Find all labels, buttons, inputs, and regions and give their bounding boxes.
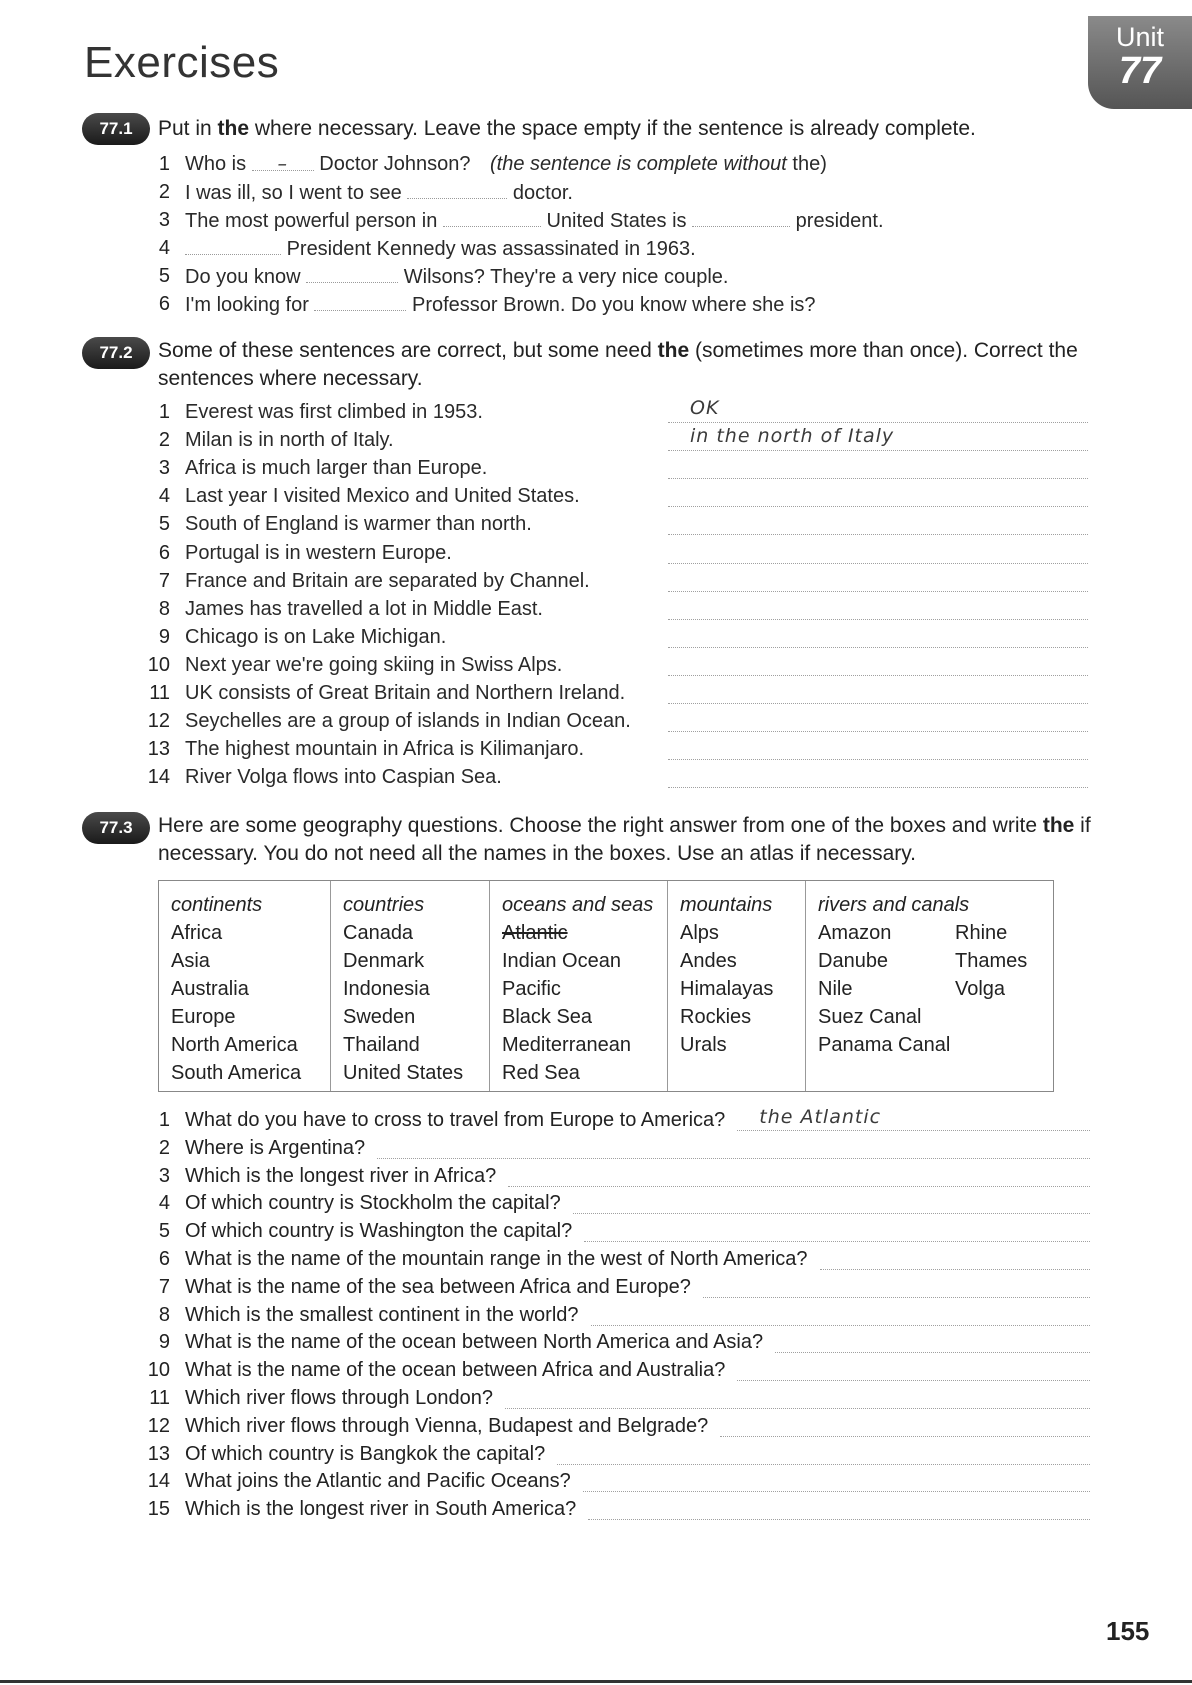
box-word: Africa: [171, 922, 223, 944]
item-number: 9: [158, 626, 170, 648]
exercise-badge-77-1: 77.1: [82, 113, 150, 145]
item-number: 13: [147, 1443, 170, 1465]
item-number: 15: [147, 1498, 170, 1520]
question-row: [185, 1384, 1090, 1412]
question-text: What do you have to cross to travel from Europe to America?: [185, 1109, 726, 1131]
question-row: [185, 1217, 1090, 1245]
item-text: Wilsons? They're a very nice couple.: [403, 266, 729, 288]
answer-field[interactable]: the Atlantic: [737, 1106, 1090, 1131]
sentence-text: UK consists of Great Britain and Northern Ireland.: [185, 682, 626, 704]
box-word: Rockies: [680, 1006, 752, 1028]
blank-field[interactable]: [692, 206, 790, 227]
item-text: I was ill, so I went to see: [185, 182, 402, 204]
unit-tab: [1088, 16, 1192, 109]
page-title: Exercises: [84, 38, 280, 87]
sentence-text: France and Britain are separated by Channel.: [185, 570, 590, 592]
question-row: [185, 1273, 1090, 1301]
box-word: Rhine: [955, 922, 1008, 944]
box-word: United States: [343, 1062, 464, 1084]
column-heading: continents: [171, 894, 263, 916]
item-text: doctor.: [512, 182, 573, 204]
item-number: 4: [158, 1192, 170, 1214]
box-column-continents: [159, 881, 331, 1091]
column-items: [680, 919, 793, 1059]
question-row: [185, 1301, 1090, 1329]
instruction-text: Put in: [158, 117, 218, 140]
exercise-badge-77-3: 77.3: [82, 812, 150, 844]
box-word: Canada: [343, 922, 414, 944]
exercise-item: [185, 234, 696, 262]
question-row: [185, 1495, 1090, 1523]
question-row: [185, 1162, 1090, 1190]
question-text: What is the name of the ocean between North America and Asia?: [185, 1331, 764, 1353]
question-text: Which river flows through Vienna, Budapest and Belgrade?: [185, 1415, 709, 1437]
box-column-rivers: [806, 881, 1051, 1091]
item-number: 13: [147, 738, 170, 760]
answer-field[interactable]: [583, 1467, 1090, 1492]
answer-field[interactable]: [591, 1301, 1090, 1326]
box-word: Indian Ocean: [502, 950, 621, 972]
box-word: Panama Canal: [818, 1034, 951, 1056]
exercise-77-1-instruction: [158, 115, 1098, 143]
instruction-text: where necessary. Leave the space empty if the sentence is already complete.: [249, 117, 976, 140]
item-text: Do you know: [185, 266, 301, 288]
answer-field[interactable]: [775, 1328, 1090, 1353]
answer-field[interactable]: [668, 453, 1088, 479]
column-items: [818, 919, 955, 1059]
item-text: President Kennedy was assassinated in 1963.: [286, 238, 696, 260]
box-word: Asia: [171, 950, 210, 972]
exercise-77-2-instruction: [158, 337, 1098, 393]
question-text: Of which country is Bangkok the capital?: [185, 1443, 546, 1465]
item-number: 5: [158, 513, 170, 535]
item-text: Doctor Johnson?: [319, 153, 471, 175]
item-number: 7: [158, 570, 170, 592]
item-number: 2: [158, 181, 170, 203]
box-word: Europe: [171, 1006, 236, 1028]
column-items: [343, 919, 477, 1087]
question-row: [185, 1245, 1090, 1273]
exercise-77-3-instruction: [158, 812, 1098, 868]
question-row: [185, 1328, 1090, 1356]
box-word: Thames: [955, 950, 1028, 972]
answer-field[interactable]: [668, 734, 1088, 760]
answer-field[interactable]: [668, 622, 1088, 648]
box-word: Suez Canal: [818, 1006, 922, 1028]
item-number: 4: [158, 485, 170, 507]
item-number: 9: [158, 1331, 170, 1353]
item-number: 2: [158, 429, 170, 451]
answer-field[interactable]: OK: [668, 397, 1088, 423]
instruction-text: Here are some geography questions. Choose the right answer from one of the boxes and write: [158, 814, 1043, 837]
blank-field[interactable]: [185, 234, 281, 255]
item-number: 8: [158, 1304, 170, 1326]
question-text: Where is Argentina?: [185, 1137, 366, 1159]
answer-field[interactable]: [668, 594, 1088, 620]
box-word: Himalayas: [680, 978, 774, 1000]
item-number: 10: [147, 654, 170, 676]
question-text: Which is the smallest continent in the world?: [185, 1304, 579, 1326]
sentence-text: River Volga flows into Caspian Sea.: [185, 766, 502, 788]
box-column-countries: [331, 881, 490, 1091]
answer-field[interactable]: [737, 1356, 1090, 1381]
item-number: 2: [158, 1137, 170, 1159]
box-word: Denmark: [343, 950, 425, 972]
question-row: [185, 1467, 1090, 1495]
unit-number: 77: [1118, 50, 1162, 92]
item-number: 12: [147, 710, 170, 732]
question-text: Which is the longest river in Africa?: [185, 1165, 497, 1187]
blank-field[interactable]: [407, 178, 507, 199]
box-word: Nile: [818, 978, 853, 1000]
item-text: president.: [795, 210, 884, 232]
question-row: [185, 1189, 1090, 1217]
instruction-keyword: the: [1042, 814, 1075, 837]
item-text: Professor Brown. Do you know where she is?: [412, 294, 816, 316]
question-text: What is the name of the mountain range in the west of North America?: [185, 1248, 808, 1270]
answer-field[interactable]: [557, 1440, 1090, 1465]
box-word: Pacific: [502, 978, 561, 1000]
column-heading: countries: [343, 894, 425, 916]
answer-field[interactable]: [377, 1134, 1090, 1159]
question-row: [185, 1412, 1090, 1440]
item-number: 1: [158, 1109, 170, 1131]
question-row: [185, 1440, 1090, 1468]
column-heading: rivers and canals: [818, 894, 970, 916]
answer-field[interactable]: [668, 678, 1088, 704]
item-text: United States is: [546, 210, 687, 232]
column-heading: mountains: [680, 894, 773, 916]
sentence-text: Next year we're going skiing in Swiss Alps.: [185, 654, 563, 676]
answer-field[interactable]: [668, 509, 1088, 535]
blank-field[interactable]: [314, 290, 406, 311]
answer-field[interactable]: [668, 706, 1088, 732]
box-word: South America: [171, 1062, 302, 1084]
answer-field[interactable]: [703, 1273, 1090, 1298]
instruction-keyword: the: [657, 339, 690, 362]
exercise-item: [185, 178, 573, 206]
question-row: [185, 1356, 1090, 1384]
instruction-keyword: the: [217, 117, 250, 140]
item-number: 7: [158, 1276, 170, 1298]
item-number: 11: [149, 682, 170, 704]
question-row: [185, 1106, 1090, 1134]
item-number: 6: [158, 293, 170, 315]
item-number: 6: [158, 1248, 170, 1270]
exercise-item: [185, 206, 884, 234]
instruction-text: Some of these sentences are correct, but some need: [158, 339, 658, 362]
blank-field[interactable]: [443, 206, 541, 227]
column-items: [955, 919, 1027, 1059]
item-number: 3: [158, 457, 170, 479]
instruction-text: if necessary. You do not need all the names in the boxes. Use an atlas if necessary.: [158, 814, 1091, 865]
answer-field[interactable]: [668, 762, 1088, 788]
box-column-oceans: [490, 881, 668, 1091]
item-number: 3: [158, 209, 170, 231]
sentence-text: South of England is warmer than north.: [185, 513, 532, 535]
box-word: Australia: [171, 978, 249, 1000]
item-number: 11: [149, 1387, 170, 1409]
sentence-text: Portugal is in western Europe.: [185, 542, 452, 564]
answer-field[interactable]: [720, 1412, 1090, 1437]
question-text: What is the name of the ocean between Africa and Australia?: [185, 1359, 726, 1381]
question-text: Which is the longest river in South America?: [185, 1498, 577, 1520]
item-text: Who is: [185, 153, 247, 175]
exercise-item: [185, 290, 816, 318]
box-column-mountains: [668, 881, 806, 1091]
box-word: Thailand: [343, 1034, 420, 1056]
question-row: [185, 1134, 1090, 1162]
item-number: 12: [147, 1415, 170, 1437]
exercise-item: [185, 262, 728, 290]
box-word: North America: [171, 1034, 298, 1056]
exercise-item: [185, 150, 827, 178]
box-word: Volga: [955, 978, 1006, 1000]
box-word: Urals: [680, 1034, 727, 1056]
sentence-text: Everest was first climbed in 1953.: [185, 401, 483, 423]
question-text: Which river flows through London?: [185, 1387, 493, 1409]
answer-field[interactable]: [505, 1384, 1090, 1409]
box-word: Black Sea: [502, 1006, 593, 1028]
box-word: Indonesia: [343, 978, 430, 1000]
word-box: [158, 880, 1054, 1092]
column-items: [502, 919, 655, 1087]
sentence-text: Africa is much larger than Europe.: [185, 457, 488, 479]
box-word: Danube: [818, 950, 889, 972]
item-note: (the sentence is complete without: [490, 153, 787, 175]
exercise-badge-77-2: 77.2: [82, 337, 150, 369]
sentence-text: The highest mountain in Africa is Kilimanjaro.: [185, 738, 585, 760]
sentence-text: Last year I visited Mexico and United States.: [185, 485, 580, 507]
box-word: Alps: [680, 922, 719, 944]
question-text: What joins the Atlantic and Pacific Oceans?: [185, 1470, 571, 1492]
answer-field[interactable]: [508, 1162, 1090, 1187]
sentence-text: Chicago is on Lake Michigan.: [185, 626, 447, 648]
question-text: Of which country is Washington the capital?: [185, 1220, 573, 1242]
column-items: [171, 919, 318, 1087]
answer-field[interactable]: [820, 1245, 1090, 1270]
item-text: The most powerful person in: [185, 210, 438, 232]
box-word: Red Sea: [502, 1062, 580, 1084]
instruction-text: (sometimes more than once). Correct the sentences where necessary.: [158, 339, 1078, 390]
item-number: 14: [147, 766, 170, 788]
blank-field[interactable]: [306, 262, 398, 283]
box-word: Mediterranean: [502, 1034, 631, 1056]
item-text: I'm looking for: [185, 294, 309, 316]
box-word: Sweden: [343, 1006, 416, 1028]
unit-label: Unit: [1115, 22, 1164, 52]
item-number: 6: [158, 542, 170, 564]
column-heading: oceans and seas: [502, 894, 654, 916]
item-number: 5: [158, 1220, 170, 1242]
box-word: Amazon: [818, 922, 892, 944]
question-text: What is the name of the sea between Africa and Europe?: [185, 1276, 691, 1298]
item-number: 5: [158, 265, 170, 287]
answer-field[interactable]: [668, 566, 1088, 592]
answer-field[interactable]: [588, 1495, 1090, 1520]
item-number: 3: [158, 1165, 170, 1187]
item-number: 10: [147, 1359, 170, 1381]
item-number: 1: [158, 401, 170, 423]
answer-field[interactable]: [668, 481, 1088, 507]
item-number: 8: [158, 598, 170, 620]
answer-field[interactable]: [584, 1217, 1090, 1242]
sentence-text: Milan is in north of Italy.: [185, 429, 394, 451]
answer-field[interactable]: in the north of Italy: [668, 425, 1088, 451]
bottom-rule: [0, 1680, 1192, 1683]
answer-field[interactable]: [668, 538, 1088, 564]
blank-field[interactable]: –: [252, 150, 314, 171]
item-number: 1: [158, 153, 170, 175]
question-text: Of which country is Stockholm the capital?: [185, 1192, 561, 1214]
box-word: Andes: [680, 950, 737, 972]
box-word: Atlantic: [502, 922, 568, 944]
answer-field[interactable]: [668, 650, 1088, 676]
answer-field[interactable]: [573, 1189, 1090, 1214]
item-number: 4: [158, 237, 170, 259]
page-number: 155: [1106, 1616, 1150, 1646]
item-note: the): [786, 153, 827, 175]
sentence-text: Seychelles are a group of islands in Indian Ocean.: [185, 710, 631, 732]
item-number: 14: [147, 1470, 170, 1492]
sentence-text: James has travelled a lot in Middle East.: [185, 598, 543, 620]
